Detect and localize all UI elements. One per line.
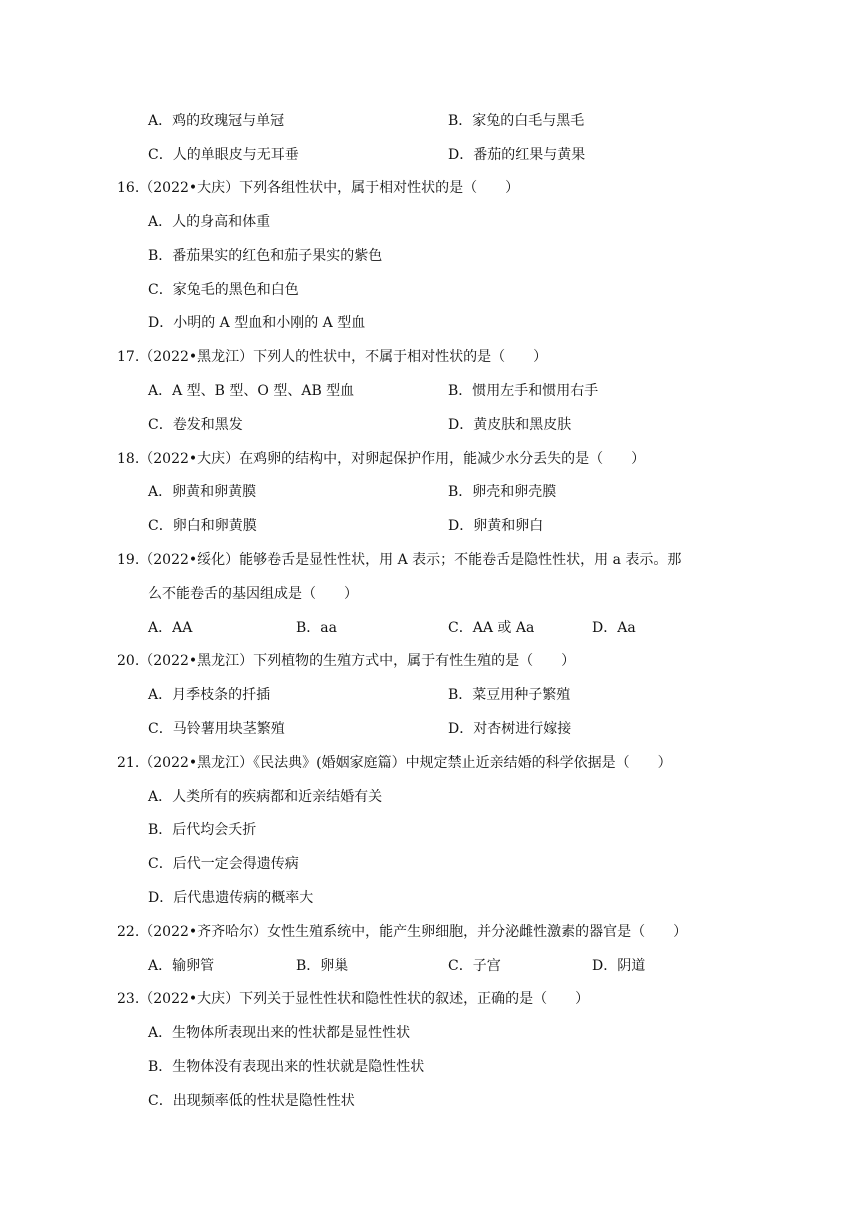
option-text: C．子宫 <box>448 958 501 974</box>
option-text: B．卵壳和卵壳膜 <box>448 484 557 500</box>
option-text: D．番茄的红果与黄果 <box>448 147 586 163</box>
option-text: D．卵黄和卵白 <box>448 518 544 534</box>
option-text: C．卷发和黑发 <box>148 417 243 433</box>
option-text: A．生物体所表现出来的性状都是显性性状 <box>148 1025 411 1041</box>
option-text: A．人类所有的疾病都和近亲结婚有关 <box>148 789 383 805</box>
option-text: C．卵白和卵黄膜 <box>148 518 257 534</box>
option-text: B．惯用左手和惯用右手 <box>448 383 599 399</box>
question-stem: 21.（2022•黑龙江）《民法典》(婚姻家庭篇）中规定禁止近亲结婚的科学依据是（ ） <box>117 755 672 771</box>
option-text: B．家兔的白毛与黑毛 <box>448 113 585 129</box>
option-text: B．卵巢 <box>296 958 349 974</box>
option-text: D．小明的 A 型血和小刚的 A 型血 <box>148 315 366 331</box>
option-text: D．阴道 <box>592 958 646 974</box>
question-stem: 17.（2022•黑龙江）下列人的性状中，不属于相对性状的是（ ） <box>117 349 548 365</box>
option-text: A．A 型、B 型、O 型、AB 型血 <box>148 383 355 399</box>
option-text: C．出现频率低的性状是隐性性状 <box>148 1093 355 1109</box>
option-text: A．鸡的玫瑰冠与单冠 <box>148 113 285 129</box>
question-stem: 23.（2022•大庆）下列关于显性性状和隐性性状的叙述，正确的是（ ） <box>117 991 590 1007</box>
question-stem-continuation: 么不能卷舌的基因组成是（ ） <box>148 586 358 602</box>
question-stem: 20.（2022•黑龙江）下列植物的生殖方式中，属于有性生殖的是（ ） <box>117 653 576 669</box>
option-text: D．后代患遗传病的概率大 <box>148 890 314 906</box>
option-text: D．Aa <box>592 620 636 636</box>
option-text: C．AA 或 Aa <box>448 620 535 636</box>
option-text: A．月季枝条的扦插 <box>148 687 271 703</box>
option-text: B．番茄果实的红色和茄子果实的紫色 <box>148 248 383 264</box>
option-text: A．AA <box>148 620 193 636</box>
option-text: D．黄皮肤和黑皮肤 <box>448 417 572 433</box>
question-stem: 22.（2022•齐齐哈尔）女性生殖系统中，能产生卵细胞，并分泌雌性激素的器官是（ ） <box>117 924 688 940</box>
option-text: C．后代一定会得遗传病 <box>148 856 299 872</box>
option-text: A．卵黄和卵黄膜 <box>148 484 257 500</box>
question-stem: 16.（2022•大庆）下列各组性状中，属于相对性状的是（ ） <box>117 180 520 196</box>
question-stem: 19.（2022•绥化）能够卷舌是显性性状，用 A 表示；不能卷舌是隐性性状，用 a 表示。那 <box>117 552 682 568</box>
option-text: C．人的单眼皮与无耳垂 <box>148 147 299 163</box>
question-stem: 18.（2022•大庆）在鸡卵的结构中，对卵起保护作用，能减少水分丢失的是（ ） <box>117 451 646 467</box>
option-text: A．输卵管 <box>148 958 215 974</box>
option-text: B．后代均会夭折 <box>148 822 257 838</box>
option-text: C．马铃薯用块茎繁殖 <box>148 721 285 737</box>
option-text: A．人的身高和体重 <box>148 214 271 230</box>
option-text: C．家兔毛的黑色和白色 <box>148 282 299 298</box>
option-text: B．菜豆用种子繁殖 <box>448 687 571 703</box>
option-text: B．生物体没有表现出来的性状就是隐性性状 <box>148 1059 425 1075</box>
option-text: B．aa <box>296 620 337 636</box>
option-text: D．对杏树进行嫁接 <box>448 721 572 737</box>
